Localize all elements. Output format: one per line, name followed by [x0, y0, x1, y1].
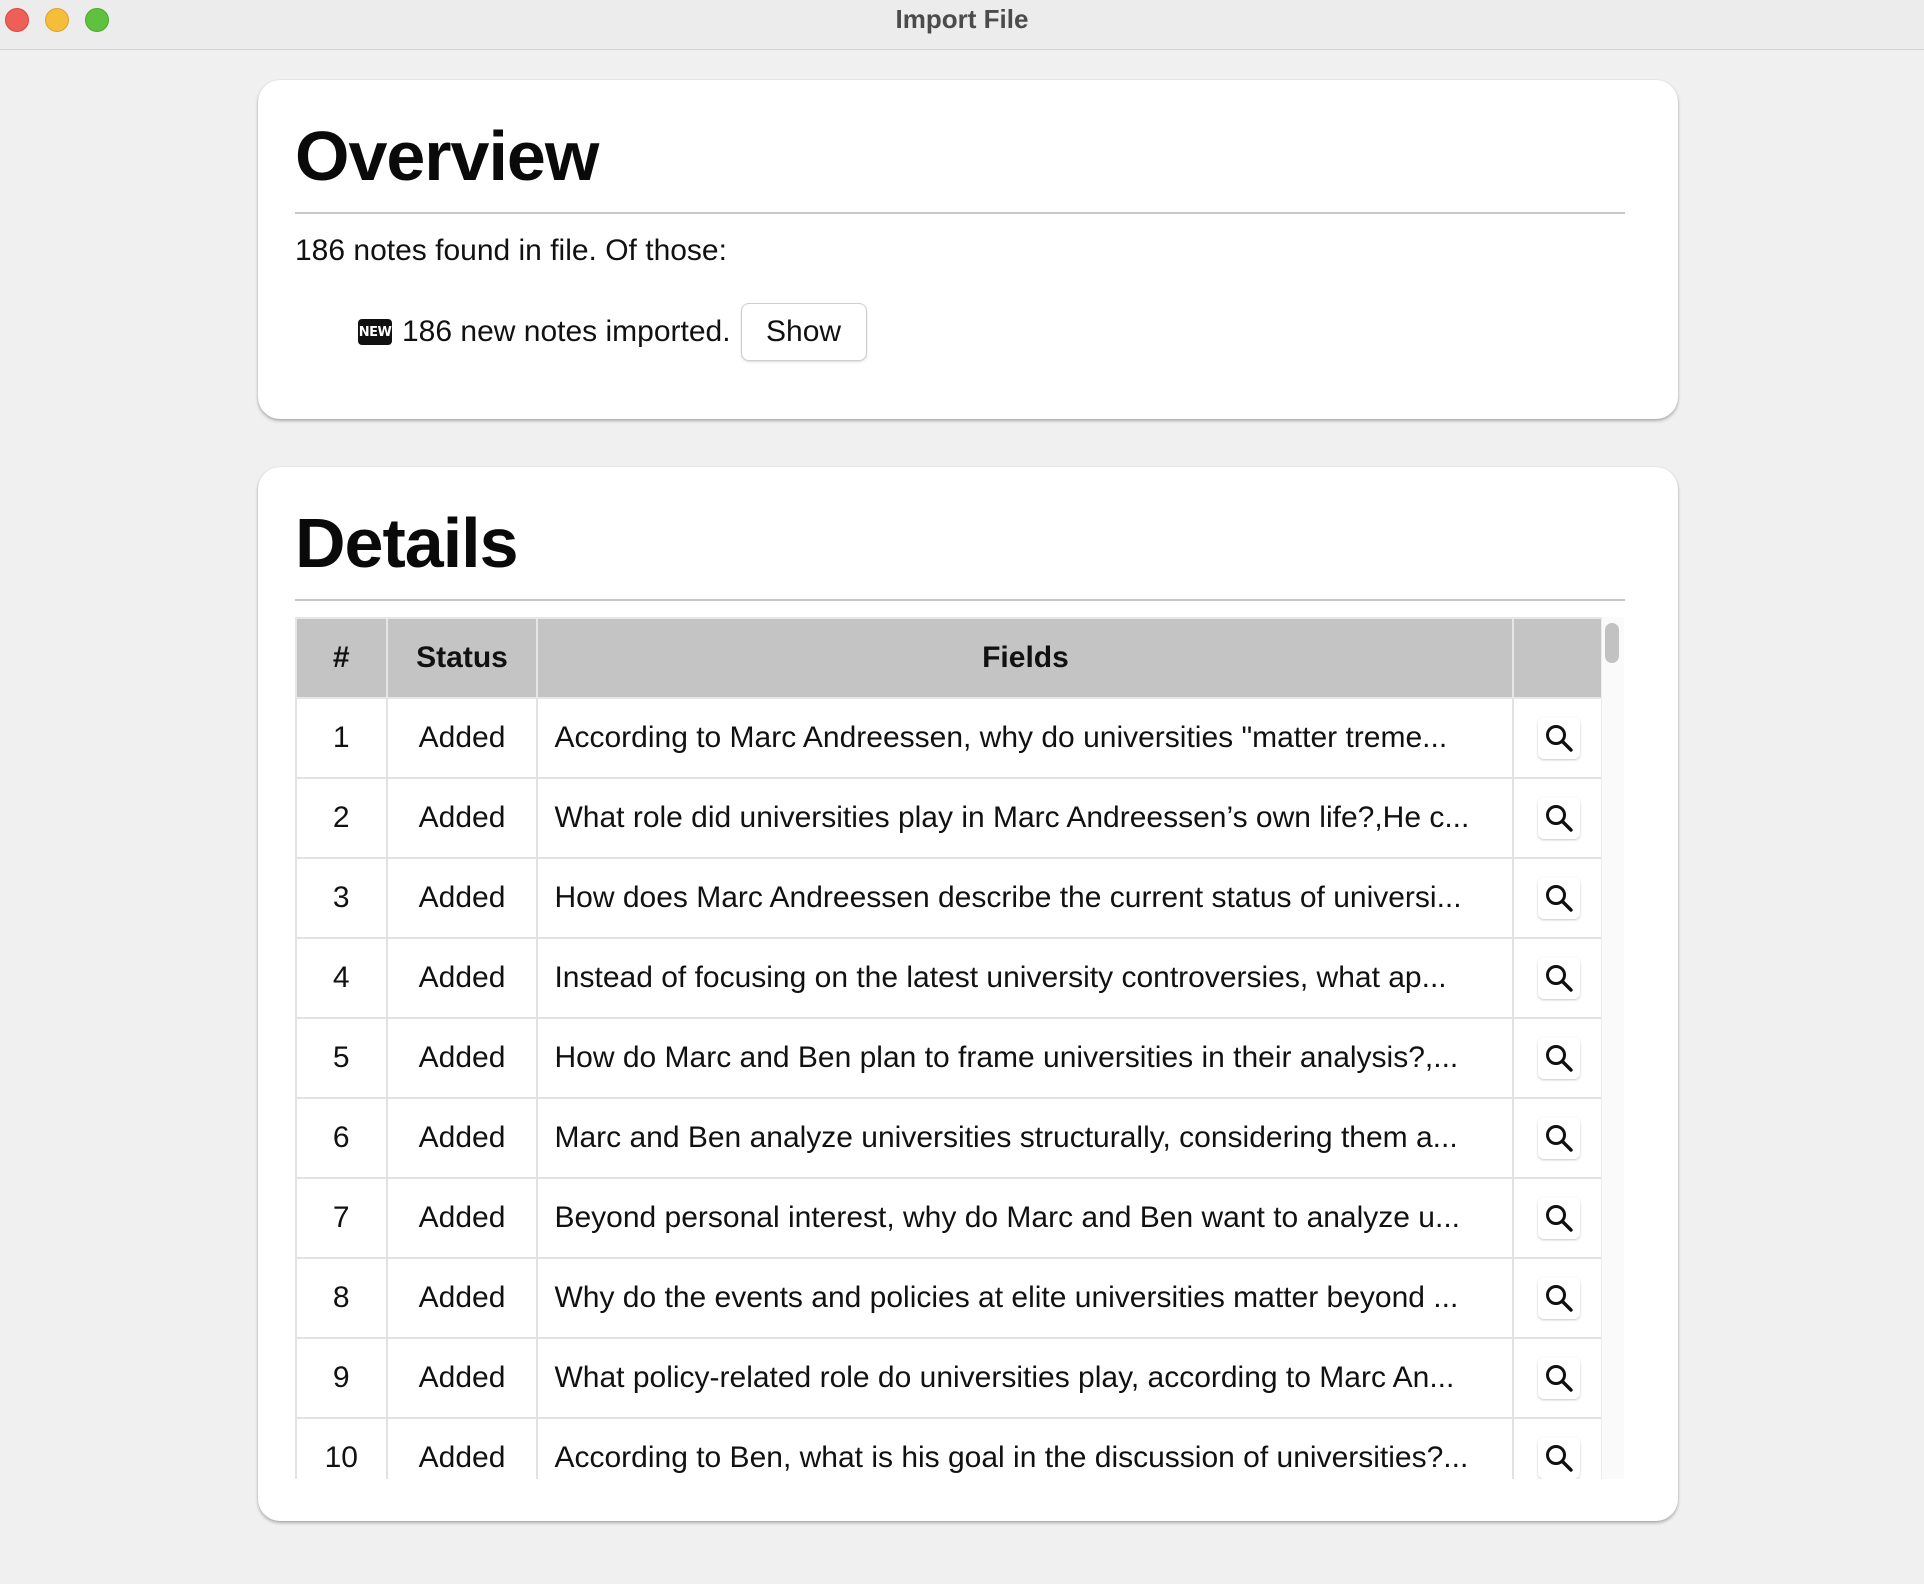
- row-status: Added: [387, 1178, 538, 1258]
- imported-notes-row: [358, 302, 867, 362]
- row-number: 5: [296, 1018, 387, 1098]
- table-row[interactable]: [296, 1018, 1604, 1098]
- details-divider: [295, 599, 1625, 601]
- row-number: 8: [296, 1258, 387, 1338]
- search-icon[interactable]: [1538, 877, 1580, 919]
- row-action-cell: [1513, 1178, 1604, 1258]
- row-action-cell: [1513, 1338, 1604, 1418]
- row-fields: According to Marc Andreessen, why do universities "matter treme...: [537, 698, 1513, 778]
- table-row[interactable]: [296, 858, 1604, 938]
- search-icon[interactable]: [1538, 1037, 1580, 1079]
- details-table: [295, 617, 1605, 1479]
- row-status: Added: [387, 858, 538, 938]
- row-fields: Beyond personal interest, why do Marc and Ben want to analyze u...: [537, 1178, 1513, 1258]
- row-status: Added: [387, 938, 538, 1018]
- search-icon[interactable]: [1538, 1117, 1580, 1159]
- row-status: Added: [387, 1418, 538, 1479]
- details-table-scroll[interactable]: [295, 617, 1605, 1479]
- row-action-cell: [1513, 698, 1604, 778]
- table-row[interactable]: [296, 1338, 1604, 1418]
- table-row[interactable]: [296, 1178, 1604, 1258]
- row-fields: Instead of focusing on the latest university controversies, what ap...: [537, 938, 1513, 1018]
- table-row[interactable]: [296, 1258, 1604, 1338]
- table-header-row: [296, 618, 1604, 698]
- column-header-action: [1513, 618, 1604, 698]
- table-row[interactable]: [296, 1098, 1604, 1178]
- search-icon[interactable]: [1538, 1277, 1580, 1319]
- row-number: 2: [296, 778, 387, 858]
- column-header-fields[interactable]: Fields: [537, 618, 1513, 698]
- row-action-cell: [1513, 778, 1604, 858]
- search-icon[interactable]: [1538, 1197, 1580, 1239]
- table-row[interactable]: [296, 698, 1604, 778]
- overview-heading: Overview: [295, 117, 599, 195]
- show-button[interactable]: Show: [741, 303, 867, 361]
- search-icon[interactable]: [1538, 1437, 1580, 1479]
- row-number: 6: [296, 1098, 387, 1178]
- table-row[interactable]: [296, 1418, 1604, 1479]
- row-action-cell: [1513, 1018, 1604, 1098]
- row-fields: Marc and Ben analyze universities structurally, considering them a...: [537, 1098, 1513, 1178]
- row-number: 1: [296, 698, 387, 778]
- row-action-cell: [1513, 1418, 1604, 1479]
- row-number: 7: [296, 1178, 387, 1258]
- row-status: Added: [387, 1258, 538, 1338]
- row-number: 4: [296, 938, 387, 1018]
- table-row[interactable]: [296, 778, 1604, 858]
- row-number: 3: [296, 858, 387, 938]
- row-fields: According to Ben, what is his goal in the discussion of universities?...: [537, 1418, 1513, 1479]
- new-badge-icon: NEW: [358, 319, 392, 345]
- table-row[interactable]: [296, 938, 1604, 1018]
- column-header-number[interactable]: #: [296, 618, 387, 698]
- table-scrollbar-track[interactable]: [1601, 617, 1624, 1479]
- row-fields: Why do the events and policies at elite universities matter beyond ...: [537, 1258, 1513, 1338]
- row-number: 9: [296, 1338, 387, 1418]
- window-title: Import File: [895, 4, 1029, 34]
- search-icon[interactable]: [1538, 797, 1580, 839]
- row-fields: What policy-related role do universities play, according to Marc An...: [537, 1338, 1513, 1418]
- imported-notes-text: 186 new notes imported.: [402, 315, 731, 348]
- row-status: Added: [387, 1018, 538, 1098]
- column-header-status[interactable]: Status: [387, 618, 538, 698]
- details-card: [258, 467, 1678, 1521]
- overview-divider: [295, 212, 1625, 214]
- details-heading: Details: [295, 504, 518, 582]
- row-status: Added: [387, 1098, 538, 1178]
- row-action-cell: [1513, 858, 1604, 938]
- row-status: Added: [387, 778, 538, 858]
- row-status: Added: [387, 698, 538, 778]
- overview-summary: 186 notes found in file. Of those:: [295, 234, 727, 267]
- overview-card: [258, 80, 1678, 419]
- row-status: Added: [387, 1338, 538, 1418]
- row-fields: How do Marc and Ben plan to frame universities in their analysis?,...: [537, 1018, 1513, 1098]
- row-number: 10: [296, 1418, 387, 1479]
- table-scrollbar-thumb[interactable]: [1605, 623, 1619, 663]
- row-fields: What role did universities play in Marc Andreessen’s own life?,He c...: [537, 778, 1513, 858]
- search-icon[interactable]: [1538, 717, 1580, 759]
- search-icon[interactable]: [1538, 957, 1580, 999]
- row-fields: How does Marc Andreessen describe the current status of universi...: [537, 858, 1513, 938]
- row-action-cell: [1513, 938, 1604, 1018]
- search-icon[interactable]: [1538, 1357, 1580, 1399]
- title-bar: [0, 0, 1924, 50]
- row-action-cell: [1513, 1098, 1604, 1178]
- row-action-cell: [1513, 1258, 1604, 1338]
